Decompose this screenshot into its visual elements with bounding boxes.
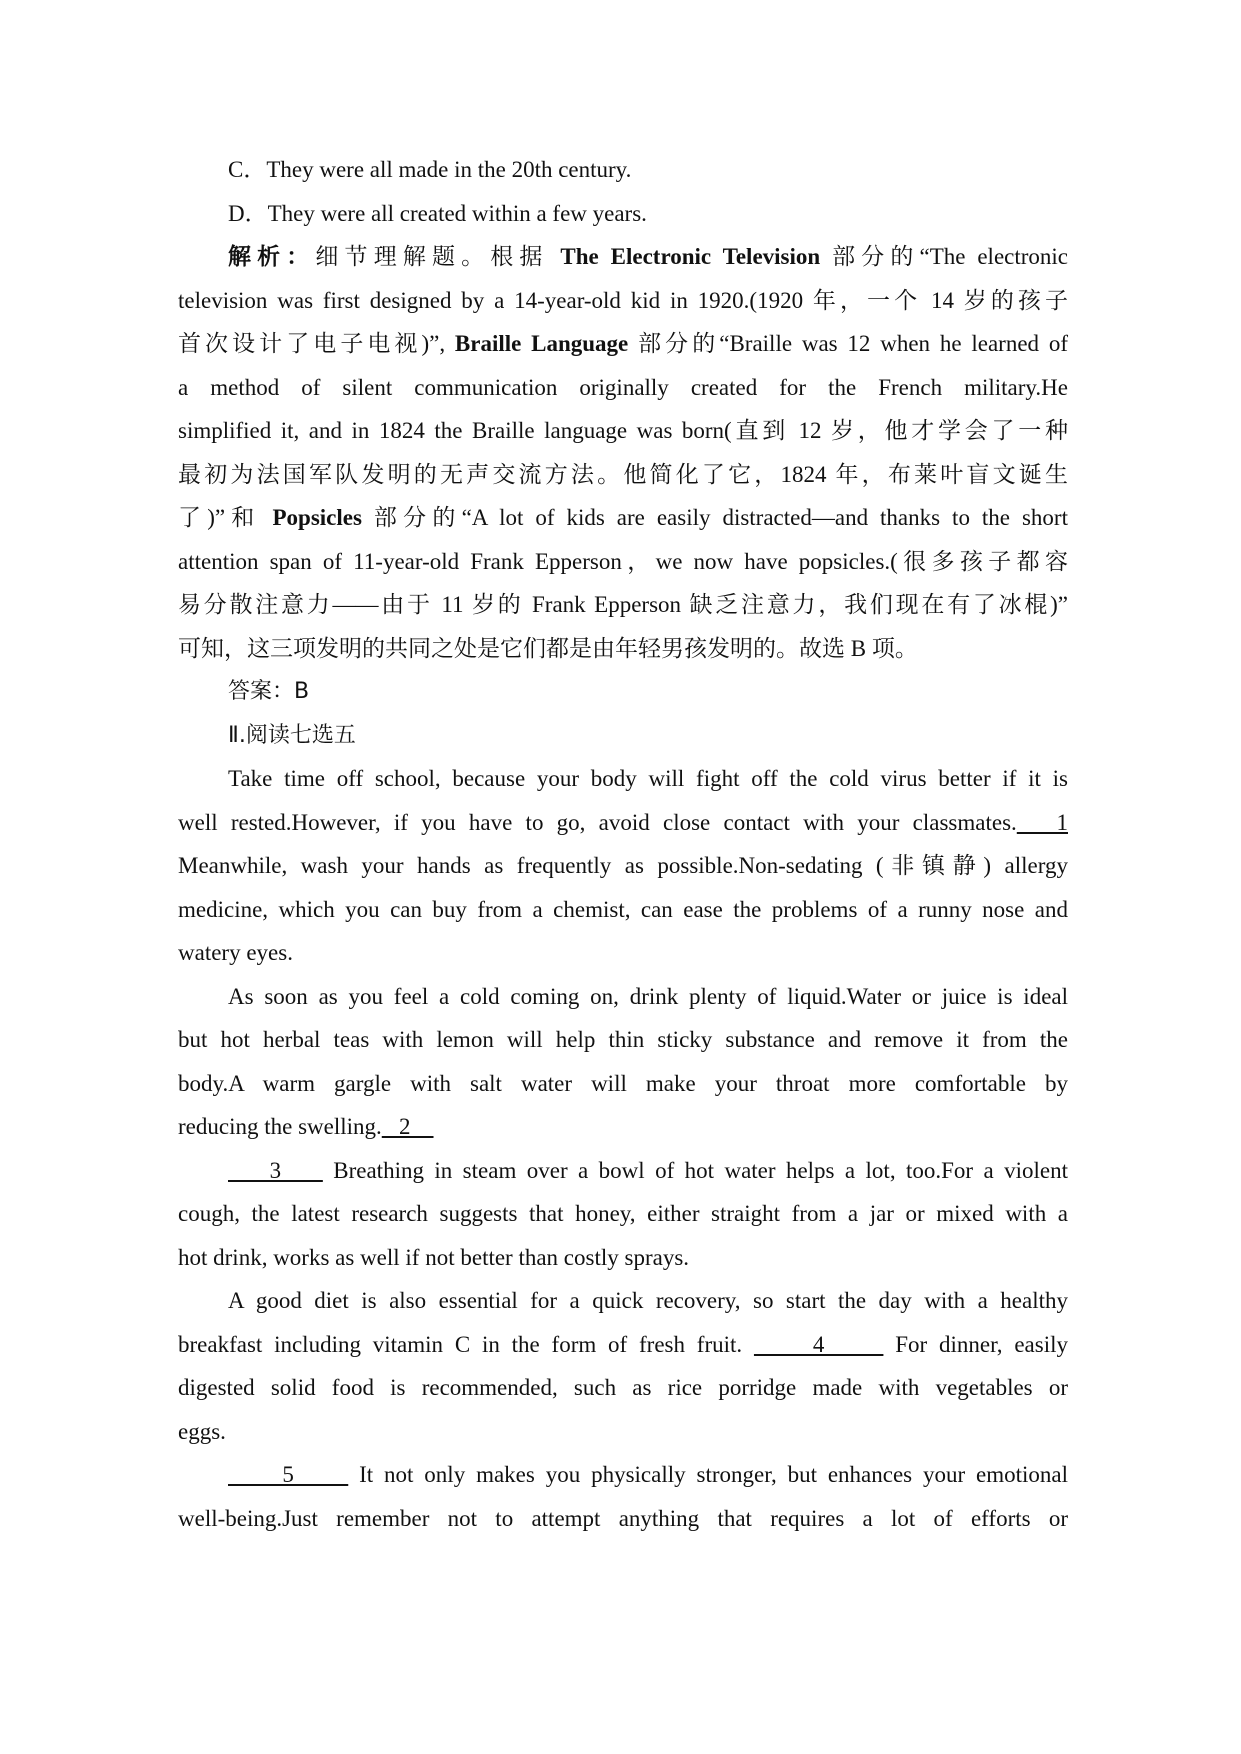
blank-2: 2 [381,1114,434,1139]
passage-p5-line-2: well-being.Just remember not to attempt anything that requires a lot of efforts or [178,1505,1068,1531]
passage-p4-line-4: eggs. [178,1418,226,1444]
analysis-label: 解析： [228,244,316,269]
option-c: C．They were all made in the 20th century. [228,157,632,182]
passage-p3-line-1: 3 Breathing in steam over a bowl of hot water helps a lot, too.For a violent [228,1157,1069,1183]
analysis-line-2: television was first designed by a 14-year-old kid in 1920.(1920 年，一个 14 岁的孩子 [178,287,1068,313]
analysis-line-3: 首次设计了电子电视)”, Braille Language 部分的“Braille was 12 when he learned of [178,331,1068,356]
blank-1: 1 [1016,809,1068,835]
analysis-line-1: 解析：细节理解题。根据 The Electronic Television 部分的“The electronic [228,244,1069,269]
passage-p1-line-5: watery eyes. [178,940,293,965]
heading-popsicles: Popsicles [272,505,362,530]
answer-line: 答案：B [228,679,310,704]
heading-braille-language: Braille Language [454,331,629,356]
analysis-line-5: simplified it, and in 1824 the Braille language was born(直到 12 岁，他才学会了一种 [178,418,1068,443]
passage-p1-line-1: Take time off school, because your body will fight off the cold virus better if it is [228,766,1068,791]
passage-p3-line-3: hot drink, works as well if not better than costly sprays. [178,1244,690,1270]
analysis-line-8: attention span of 11-year-old Frank Epperson，we now have popsicles.(很多孩子都容 [178,548,1068,574]
section-title: Ⅱ.阅读七选五 [228,722,356,748]
passage-p4-line-2: breakfast including vitamin C in the form of fresh fruit. 4 For dinner, easily [178,1331,1069,1357]
analysis-line-4: a method of silent communication originally created for the French military.He [178,374,1068,400]
blank-4: 4 [753,1331,884,1357]
document-page [178,148,1068,1540]
heading-electronic-television: The Electronic Television [560,244,821,269]
analysis-line-10: 可知，这三项发明的共同之处是它们都是由年轻男孩发明的。故选 B 项。 [178,635,918,661]
analysis-line-6: 最初为法国军队发明的无声交流方法。他简化了它，1824 年，布莱叶盲文诞生 [178,461,1068,487]
passage-p4-line-3: digested solid food is recommended, such as rice porridge made with vegetables or [178,1375,1068,1400]
blank-5: 5 [228,1462,349,1487]
analysis-line-7: 了)”和 Popsicles 部分的“A lot of kids are easily distracted—and thanks to the short [178,505,1068,530]
passage-p1-line-2: well rested.However, if you have to go, avoid close contact with your classmates. 1 [178,809,1068,835]
passage-p3-line-2: cough, the latest research suggests that honey, either straight from a jar or mixed with a [178,1201,1068,1226]
passage-p2-line-2: but hot herbal teas with lemon will help thin sticky substance and remove it from the [178,1027,1068,1052]
passage-p2-line-1: As soon as you feel a cold coming on, drink plenty of liquid.Water or juice is ideal [228,983,1068,1009]
passage-p1-line-4: medicine, which you can buy from a chemist, can ease the problems of a runny nose and [178,896,1068,922]
passage-p1-line-3: Meanwhile, wash your hands as frequently as possible.Non-sedating (非镇静) allergy [178,853,1068,878]
blank-3: 3 [228,1157,323,1183]
passage-p2-line-4: reducing the swelling. 2 [178,1114,434,1139]
option-d: D．They were all created within a few years. [228,200,647,226]
passage-p5-line-1: 5 It not only makes you physically stronger, but enhances your emotional [228,1462,1069,1487]
passage-p4-line-1: A good diet is also essential for a quick recovery, so start the day with a healthy [228,1288,1068,1313]
analysis-line-9: 易分散注意力——由于 11 岁的 Frank Epperson 缺乏注意力，我们现在有了冰棍)” [178,592,1068,617]
passage-p2-line-3: body.A warm gargle with salt water will make your throat more comfortable by [178,1070,1068,1096]
